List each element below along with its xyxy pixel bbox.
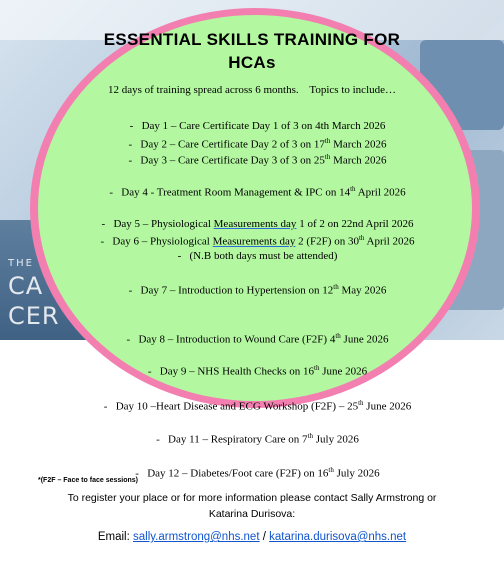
bullet: -: [128, 138, 133, 151]
ordinal: th: [335, 332, 341, 340]
day-6-underlined: Measurements day: [212, 235, 296, 248]
day-6-note: [0, 235, 504, 274]
bullet: -: [126, 333, 131, 346]
ordinal: th: [328, 466, 334, 474]
day-12-item: [0, 454, 504, 492]
day-4-text: Day 4 - Treatment Room Management & IPC on 14: [121, 186, 351, 199]
bullet: -: [177, 250, 182, 262]
register-text-line-1: To register your place or for more information please contact Sally Armstrong or: [67, 492, 437, 504]
day-6-mid: 2 (F2F) on 30: [295, 235, 359, 248]
day-9-item: [0, 352, 504, 390]
day-11-text: Day 11 – Respiratory Care on 7: [168, 433, 308, 446]
ordinal: th: [358, 399, 364, 407]
attendance-note: (N.B both days must be attended): [189, 250, 338, 262]
bullet: -: [147, 365, 152, 378]
day-9-text: Day 9 – NHS Health Checks on 16: [159, 365, 315, 378]
bullet: -: [103, 400, 108, 413]
bullet: -: [101, 218, 106, 230]
day-2-text: Day 2 – Care Certificate Day 2 of 3 on 17: [140, 138, 325, 151]
day-10-date: June 2026: [363, 400, 412, 413]
bullet: -: [100, 235, 105, 248]
bullet: -: [128, 154, 133, 167]
photo-text-2: CA: [8, 272, 44, 300]
ordinal: th: [314, 364, 320, 372]
ordinal: th: [358, 234, 365, 242]
day-12-text: Day 12 – Diabetes/Foot care (F2F) on 16: [147, 467, 329, 480]
day-4-date: April 2026: [355, 186, 406, 199]
day-5-text: Day 5 – Physiological: [113, 218, 214, 230]
email-link-sally[interactable]: sally.armstrong@nhs.net: [133, 531, 260, 543]
photo-text-3: CER: [8, 302, 60, 330]
day-5-underlined: Measurements day: [213, 218, 297, 230]
day-11-item: [0, 420, 504, 458]
day-9-date: June 2026: [319, 365, 368, 378]
day-10-item: [0, 387, 504, 425]
email-separator: /: [262, 531, 266, 543]
ordinal: th: [307, 432, 314, 440]
day-2-date: March 2026: [330, 138, 387, 151]
email-label: Email:: [97, 531, 130, 543]
day-12-date: July 2026: [333, 467, 380, 480]
bullet: -: [129, 120, 134, 132]
day-7-item: [0, 271, 504, 309]
ordinal: th: [350, 185, 356, 193]
day-6-text: Day 6 – Physiological: [112, 235, 213, 248]
ordinal: th: [324, 153, 331, 161]
title-line-1: ESSENTIAL SKILLS TRAINING FOR: [103, 30, 401, 49]
intro-text: 12 days of training spread across 6 months. Topics to include…: [107, 84, 397, 96]
ordinal: th: [333, 283, 339, 291]
day-7-date: May 2026: [338, 284, 387, 297]
photo-text-1: THE: [8, 258, 34, 269]
day-4-item: [0, 173, 504, 211]
bullet: -: [128, 284, 133, 297]
bullet: -: [135, 467, 139, 480]
title-line-2: HCAs: [228, 53, 276, 72]
ordinal: th: [324, 137, 331, 145]
f2f-footnote: *(F2F – Face to face sessions): [38, 477, 138, 484]
register-text-line-2: Katarina Durisova:: [208, 508, 296, 520]
day-10-text: Day 10 –Heart Disease and ECG Workshop (F2F) – 25: [115, 400, 359, 413]
day-11-date: July 2026: [313, 433, 359, 446]
bullet: -: [156, 433, 160, 446]
email-link-katarina[interactable]: katarina.durisova@nhs.net: [269, 531, 407, 543]
day-1-text: Day 1 – Care Certificate Day 1 of 3 on 4th March 2026: [141, 120, 386, 132]
day-6-date: April 2026: [364, 235, 415, 248]
day-3-text: Day 3 – Care Certificate Day 3 of 3 on 25: [140, 154, 325, 167]
day-7-text: Day 7 – Introduction to Hypertension on 12: [140, 284, 334, 297]
email-line: [0, 531, 504, 543]
day-5-date: 1 of 2 on 22nd April 2026: [296, 218, 414, 230]
day-8-text: Day 8 – Introduction to Wound Care (F2F) 4: [138, 333, 336, 346]
day-3-date: March 2026: [330, 154, 387, 167]
day-8-date: June 2026: [340, 333, 389, 346]
bullet: -: [109, 186, 113, 199]
